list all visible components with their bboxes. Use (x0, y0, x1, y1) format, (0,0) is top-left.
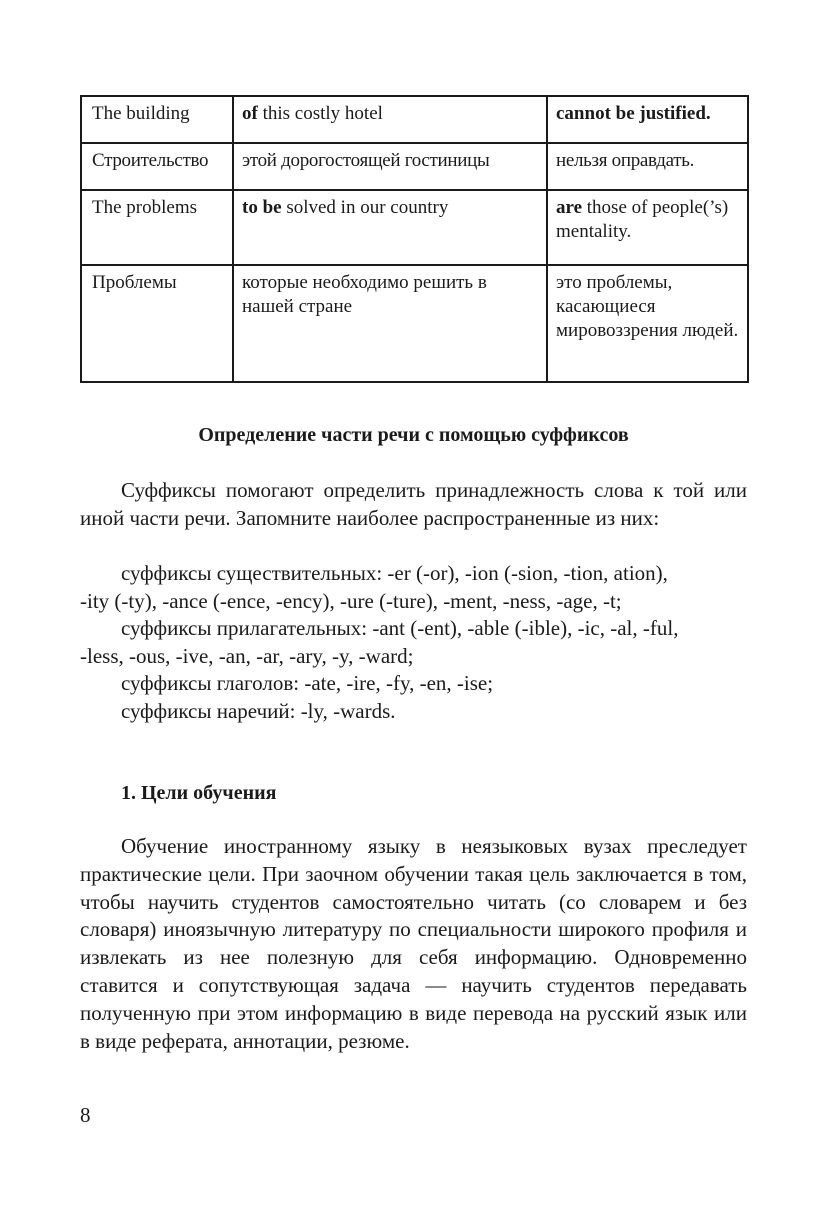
table-cell-predicate: are those of people(’s) mentality. (547, 190, 748, 265)
table-cell-subject: Проблемы (81, 265, 233, 382)
table-cell-attribute: которые необходимо решить в нашей стране (233, 265, 547, 382)
goals-paragraph: Обучение иностранному языку в неязыковых вузах преследует практические цели. При заочном обучении такая цель заключается в том, чтобы научить студентов самостоятельно читать (со словарем и без словаря) иноязычную литературу по специальности широкого профиля и извлекать из нее полезную для себя информацию. Одновременно ставится и сопутствующая задача — научить студентов передавать полученную при этом информацию в виде перевода на русский язык или в виде реферата, аннотации, резюме. (80, 834, 747, 1053)
suffix-line-adjectives: суффиксы прилагательных: -ant (-ent), -able (-ible), -ic, -al, -ful, (121, 616, 679, 640)
page-number: 8 (80, 1103, 91, 1127)
table-row (81, 265, 748, 382)
table-cell-subject: Строительство (81, 143, 233, 190)
numbered-heading: 1. Цели обучения (121, 782, 277, 804)
table-cell-subject: The problems (81, 190, 233, 265)
table-cell-subject: The building (81, 96, 233, 143)
table-cell-predicate: нельзя оправдать. (547, 143, 748, 190)
suffix-line-verbs: суффиксы глаголов: -ate, -ire, -fy, -en, -ise; (121, 671, 494, 695)
translation-table (80, 95, 749, 383)
table-cell-attribute: of this costly hotel (233, 96, 547, 143)
suffix-line-nouns: суффиксы существительных: -er (-or), -ion (-sion, -tion, ation), (121, 561, 668, 585)
section-heading: Определение части речи с помощью суффиксов (198, 424, 629, 446)
table-cell-attribute: этой дорогостоящей гостиницы (233, 143, 547, 190)
suffix-line-adjectives-cont: -less, -ous, -ive, -an, -ar, -ary, -y, -ward; (80, 643, 414, 668)
table-row (81, 190, 748, 265)
suffix-line-nouns-cont: -ity (-ty), -ance (-ence, -ency), -ure (-ture), -ment, -ness, -age, -t; (80, 588, 622, 613)
table-row (81, 143, 748, 190)
table-cell-predicate: cannot be justified. (547, 96, 748, 143)
intro-paragraph: Суффиксы помогают определить принадлежность слова к той или иной части речи. Запомните наиболее распространенные из них: (80, 478, 747, 530)
suffix-list (80, 560, 748, 725)
table-row (81, 96, 748, 143)
table-cell-attribute: to be solved in our country (233, 190, 547, 265)
suffix-line-adverbs: суффиксы наречий: -ly, -wards. (121, 698, 396, 723)
table-cell-predicate: это проблемы, касающиеся мировоззрения людей. (547, 265, 748, 382)
